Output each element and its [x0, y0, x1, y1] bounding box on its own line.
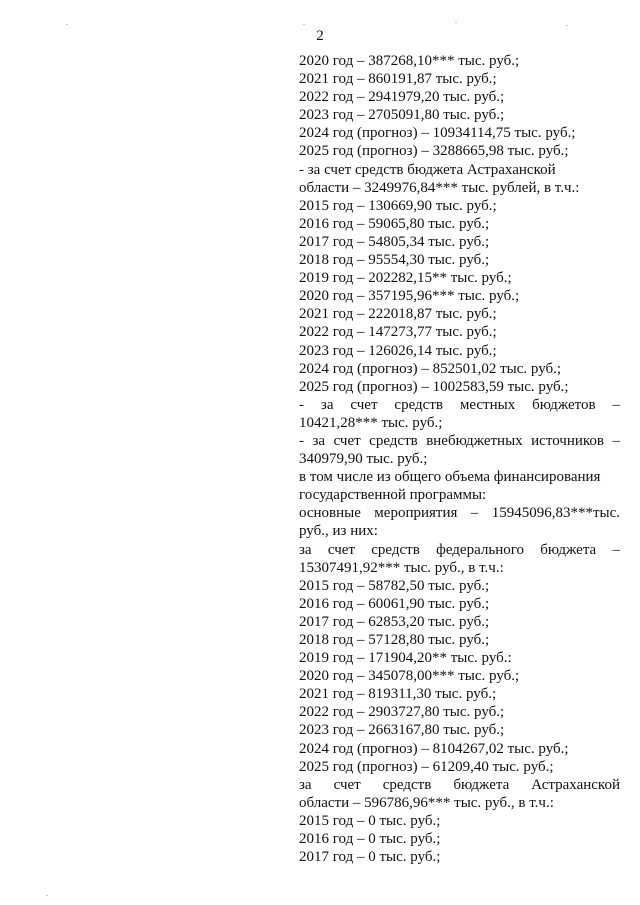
text-line: руб., из них: — [299, 523, 378, 540]
text-line: за счет средств бюджета Астраханской — [299, 776, 620, 793]
text-line: 2018 год – 95554,30 тыс. руб.; — [299, 252, 490, 269]
text-line: - за счет средств внебюджетных источников – — [299, 432, 620, 449]
text-line: государственной программы: — [299, 487, 487, 504]
text-line: 2022 год – 2941979,20 тыс. руб.; — [299, 89, 505, 106]
text-line: за счет средств федерального бюджета – — [299, 541, 620, 558]
text-line: 2021 год – 819311,30 тыс. руб.; — [299, 686, 497, 703]
text-line: 2015 год – 0 тыс. руб.; — [299, 812, 441, 829]
text-line: 2023 год – 126026,14 тыс. руб.; — [299, 342, 497, 359]
text-line: 15307491,92*** тыс. руб., в т.ч.: — [299, 559, 504, 576]
text-line: 2020 год – 345078,00*** тыс. руб.; — [299, 668, 520, 685]
text-line: области – 596786,96*** тыс. руб., в т.ч.: — [299, 794, 554, 811]
text-line: 2016 год – 59065,80 тыс. руб.; — [299, 215, 490, 232]
text-line: 2021 год – 860191,87 тыс. руб.; — [299, 71, 497, 88]
text-line: 2015 год – 58782,50 тыс. руб.; — [299, 577, 490, 594]
text-line: 2016 год – 60061,90 тыс. руб.; — [299, 595, 490, 612]
text-line: основные мероприятия – 15945096,83***тыс. — [299, 505, 620, 522]
text-line: 2017 год – 0 тыс. руб.; — [299, 849, 441, 866]
text-line: 2024 год (прогноз) – 8104267,02 тыс. руб.; — [299, 740, 569, 757]
page-number: 2 — [316, 28, 324, 44]
text-line: - за счет средств бюджета Астраханской — [299, 161, 556, 178]
text-line: 2023 год – 2663167,80 тыс. руб.; — [299, 722, 505, 739]
text-line: 2017 год – 54805,34 тыс. руб.; — [299, 233, 490, 250]
text-line: 2019 год – 171904,20** тыс. руб.: — [299, 650, 512, 667]
text-line: 340979,90 тыс. руб.; — [299, 451, 428, 468]
text-line: 2021 год – 222018,87 тыс. руб.; — [299, 306, 497, 323]
text-line: 2020 год – 387268,10*** тыс. руб.; — [299, 53, 520, 69]
text-line: 2022 год – 147273,77 тыс. руб.; — [299, 324, 497, 341]
text-line: 2023 год – 2705091,80 тыс. руб.; — [299, 107, 505, 124]
text-line: 2024 год (прогноз) – 10934114,75 тыс. руб.; — [299, 125, 576, 142]
scan-speck — [46, 895, 48, 896]
text-line: 2015 год – 130669,90 тыс. руб.; — [299, 197, 497, 214]
text-line: области – 3249976,84*** тыс. рублей, в т.ч.: — [299, 179, 580, 196]
text-line: 2022 год – 2903727,80 тыс. руб.; — [299, 704, 505, 721]
text-line: 2019 год – 202282,15** тыс. руб.; — [299, 270, 512, 287]
scan-speck — [455, 22, 457, 23]
text-line: 2024 год (прогноз) – 852501,02 тыс. руб.; — [299, 360, 562, 377]
text-line: 2025 год (прогноз) – 61209,40 тыс. руб.; — [299, 758, 554, 775]
text-line: 2016 год – 0 тыс. руб.; — [299, 831, 441, 848]
text-line: 10421,28*** тыс. руб.; — [299, 414, 443, 431]
text-line: 2018 год – 57128,80 тыс. руб.; — [299, 632, 490, 648]
text-line: - за счет средств местных бюджетов – — [299, 396, 620, 413]
scan-speck — [566, 25, 568, 26]
text-line: 2025 год (прогноз) – 3288665,98 тыс. руб.; — [299, 143, 569, 160]
text-line: 2025 год (прогноз) – 1002583,59 тыс. руб.; — [299, 378, 569, 395]
text-line: в том числе из общего объема финансирования — [299, 469, 601, 486]
document-text-column — [299, 52, 620, 866]
text-line: 2020 год – 357195,96*** тыс. руб.; — [299, 288, 520, 305]
text-line: 2017 год – 62853,20 тыс. руб.; — [299, 613, 490, 630]
scan-speck — [66, 24, 68, 25]
scan-speck — [303, 24, 305, 25]
